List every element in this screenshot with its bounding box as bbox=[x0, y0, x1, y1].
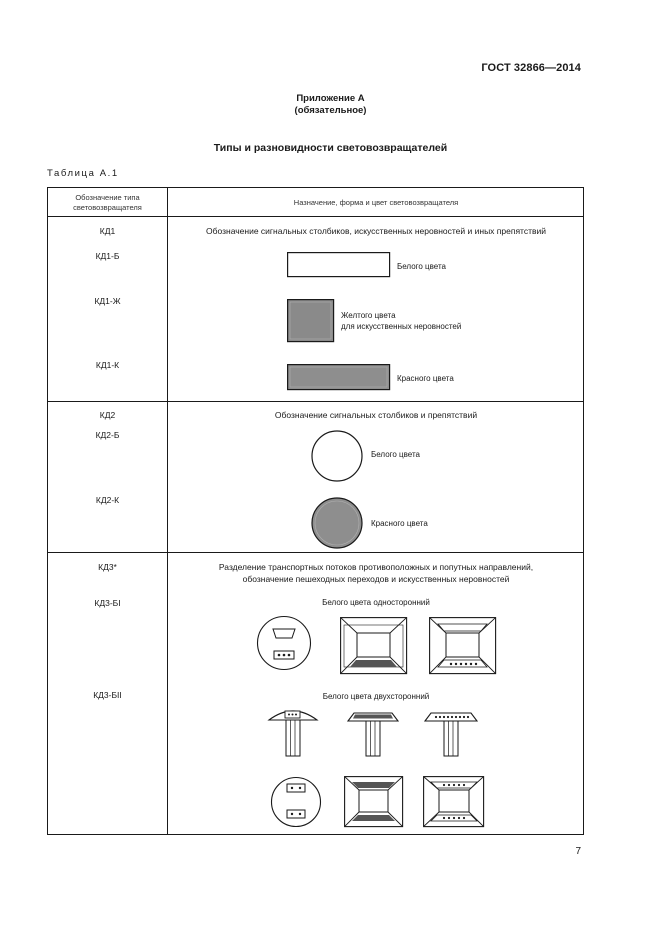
label-kd2-b: Белого цвета bbox=[371, 450, 421, 459]
purpose-kd2: Обозначение сигнальных столбиков и препятствий bbox=[274, 410, 478, 420]
label-kd1-k: Красного цвета bbox=[397, 374, 454, 383]
table-label: Таблица А.1 bbox=[47, 168, 119, 179]
code-kd3-bii: КД3-БII bbox=[93, 690, 122, 700]
road-stud-side-profile-3 bbox=[423, 712, 479, 758]
code-kd2-k: КД2-К bbox=[95, 495, 120, 505]
code-kd3-bi: КД3-БI bbox=[94, 598, 121, 608]
label-kd1-b: Белого цвета bbox=[397, 262, 447, 271]
yellow-square-reflector bbox=[287, 299, 335, 343]
square-road-stud-two-sided-dotted bbox=[423, 776, 485, 828]
white-circle-reflector bbox=[311, 430, 363, 482]
square-road-stud-dotted bbox=[429, 617, 497, 675]
section-divider-2 bbox=[48, 552, 583, 553]
code-kd3: КД3* bbox=[98, 562, 117, 572]
code-kd1-k: КД1-К bbox=[95, 360, 120, 370]
square-road-stud-two-sided bbox=[344, 776, 404, 828]
label-kd1-zh-note: для искусственных неровностей bbox=[341, 322, 462, 331]
road-stud-side-profile-2 bbox=[346, 712, 400, 758]
purpose-kd3-line1: Разделение транспортных потоков противоположных и попутных направлений, bbox=[218, 562, 534, 572]
square-road-stud-one-sided bbox=[340, 617, 408, 675]
page-number: 7 bbox=[575, 846, 581, 857]
header-col-description: Назначение, форма и цвет световозвращателя bbox=[293, 197, 459, 207]
red-circle-reflector bbox=[311, 497, 363, 549]
header-col-code: Обозначение типа световозвращателя bbox=[73, 192, 142, 212]
white-rectangle-reflector bbox=[287, 252, 391, 278]
code-kd1: КД1 bbox=[99, 226, 116, 236]
label-kd3-bi: Белого цвета односторонний bbox=[322, 598, 430, 607]
code-kd2-b: КД2-Б bbox=[95, 430, 120, 440]
section-divider-1 bbox=[48, 401, 583, 402]
purpose-kd1: Обозначение сигнальных столбиков, искусственных неровностей и иных препятствий bbox=[206, 226, 546, 236]
road-stud-side-profile-1 bbox=[267, 708, 319, 758]
round-road-stud-two-sided bbox=[270, 776, 322, 828]
code-kd2: КД2 bbox=[99, 410, 116, 420]
column-divider bbox=[167, 188, 168, 834]
label-kd1-zh: Желтого цвета bbox=[341, 311, 396, 320]
code-kd1-zh: КД1-Ж bbox=[94, 296, 121, 306]
label-kd3-bii: Белого цвета двухсторонний bbox=[322, 692, 430, 701]
label-kd2-k: Красного цвета bbox=[371, 519, 428, 528]
round-road-stud-one-sided bbox=[256, 615, 312, 671]
purpose-kd3-line2: обозначение пешеходных переходов и искусственных неровностей bbox=[242, 574, 510, 584]
appendix-note: (обязательное) bbox=[294, 105, 367, 116]
red-rectangle-reflector bbox=[287, 364, 391, 391]
code-kd1-b: КД1-Б bbox=[95, 251, 120, 261]
standard-number: ГОСТ 32866—2014 bbox=[481, 62, 581, 74]
page-title: Типы и разновидности световозвращателей bbox=[213, 142, 448, 154]
appendix-title: Приложение А bbox=[296, 93, 365, 104]
reflector-table bbox=[47, 187, 584, 835]
